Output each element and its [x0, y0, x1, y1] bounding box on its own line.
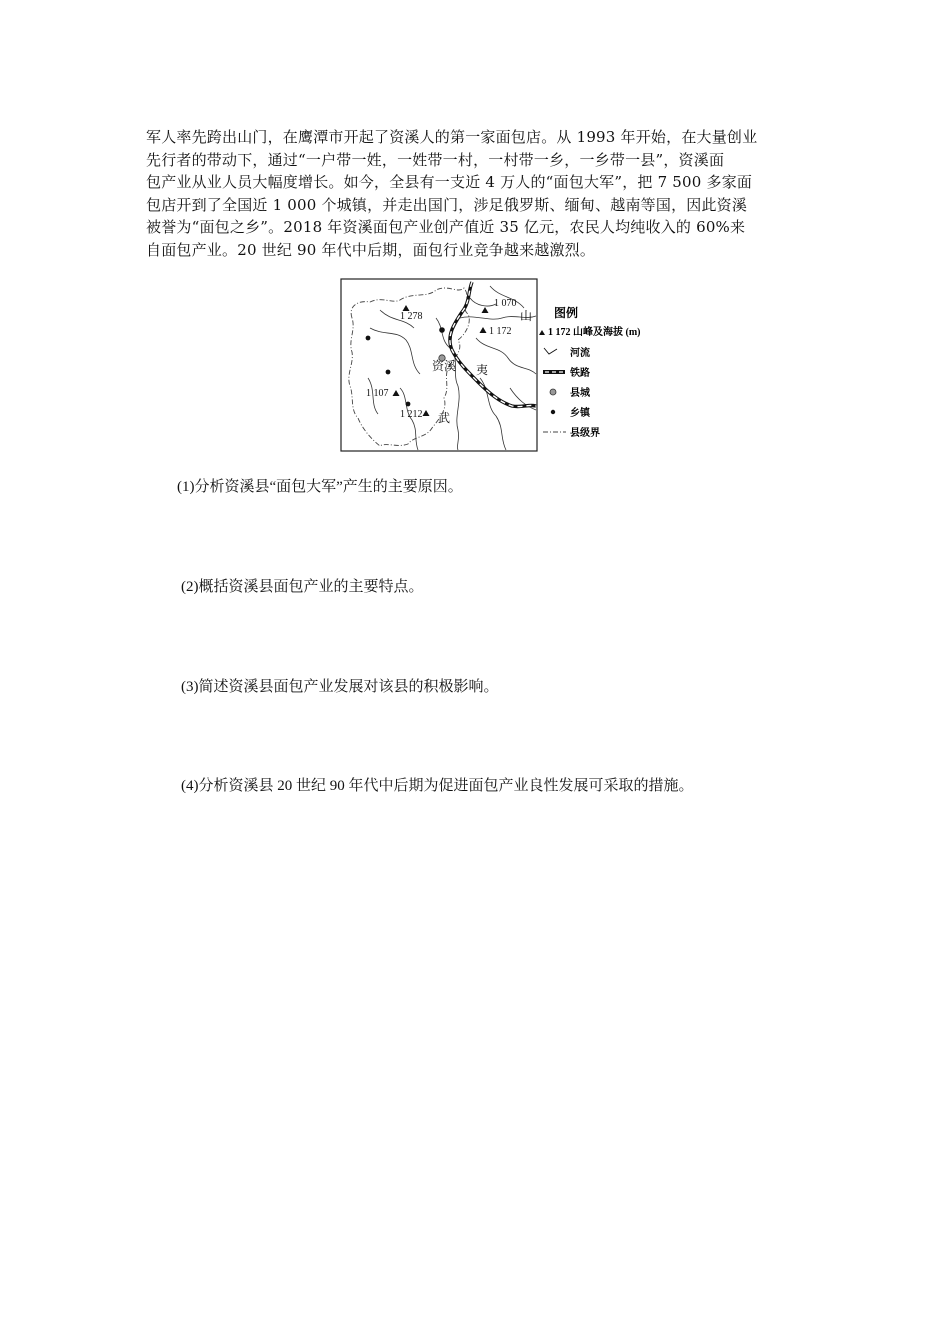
- map-figure: [340, 278, 658, 454]
- question-1: (1)分析资溪县“面包大军”产生的主要原因。: [177, 479, 463, 495]
- question-4: (4)分析资溪县 20 世纪 90 年代中后期为促进面包产业良性发展可采取的措施。: [181, 778, 694, 794]
- passage-line: 自面包产业。20 世纪 90 年代中后期，面包行业竞争越来越激烈。: [146, 240, 596, 259]
- legend-town: 乡镇: [570, 408, 590, 419]
- passage-line: 被誉为“面包之乡”。2018 年资溪面包产业创产值近 35 亿元，农民人均纯收入的 60%来: [146, 218, 746, 237]
- river-icon: [544, 348, 557, 354]
- legend-peak: 1 172 山峰及海拔 (m): [548, 327, 641, 338]
- county-label: 资溪: [432, 359, 457, 373]
- passage-line: 包店开到了全国近 1 000 个城镇，并走出国门，涉足俄罗斯、缅甸、越南等国，因此资溪: [146, 195, 748, 214]
- passage-line: 包产业从业人员大幅度增长。如今，全县有一支近 4 万人的“面包大军”，把 7 500 多家面: [146, 173, 753, 192]
- passage-line: 军人率先跨出山门，在鹰潭市开起了资溪人的第一家面包店。从 1993 年开始，在大量创业: [146, 128, 758, 146]
- town-dot: [366, 336, 371, 341]
- town-dot: [439, 327, 445, 333]
- legend-border: 县级界: [570, 428, 600, 439]
- legend-county-seat: 县城: [570, 388, 590, 399]
- legend-railway: 铁路: [570, 368, 590, 379]
- question-3: (3)简述资溪县面包产业发展对该县的积极影响。: [181, 679, 499, 695]
- town-dot: [406, 402, 411, 407]
- peak-icon: [539, 330, 545, 335]
- range-label: 山: [520, 309, 533, 323]
- map-svg: [340, 278, 658, 454]
- question-2: (2)概括资溪县面包产业的主要特点。: [181, 579, 424, 595]
- peak-label: 1 070: [494, 298, 517, 309]
- legend-title: 图例: [554, 306, 579, 320]
- peak-label: 1 278: [400, 311, 423, 322]
- town-icon: [551, 410, 555, 414]
- legend-river: 河流: [570, 348, 590, 359]
- peak-label: 1 172: [489, 326, 512, 337]
- peak-label: 1 212: [400, 409, 423, 420]
- peak-label: 1 107: [366, 388, 389, 399]
- passage: [146, 126, 808, 262]
- town-dot: [386, 370, 391, 375]
- legend: [539, 305, 641, 439]
- range-label: 武: [438, 411, 451, 425]
- passage-line: 先行者的带动下，通过“一户带一姓，一姓带一村，一村带一乡，一乡带一县”，资溪面: [146, 150, 725, 169]
- county-seat-icon: [550, 389, 556, 395]
- range-label: 夷: [476, 363, 489, 377]
